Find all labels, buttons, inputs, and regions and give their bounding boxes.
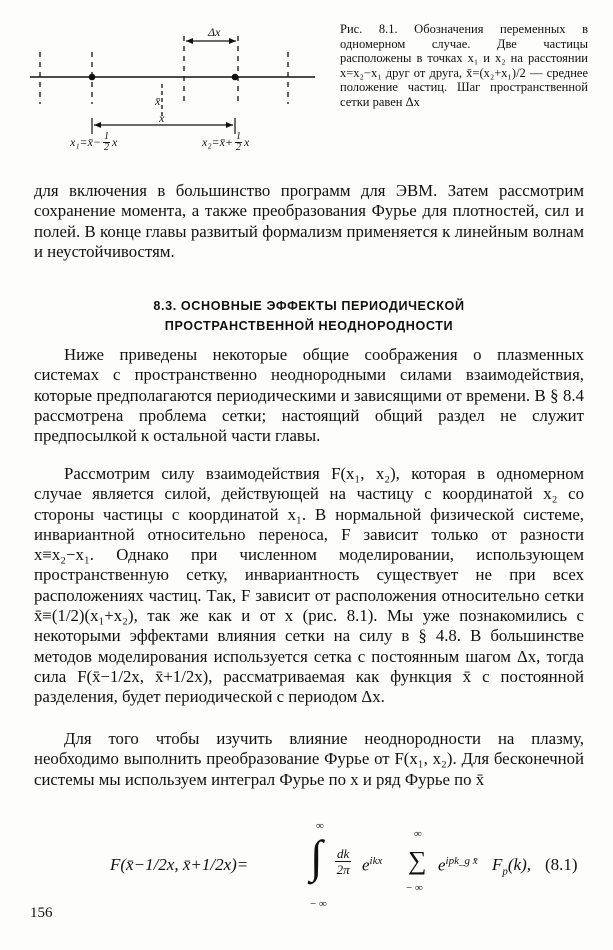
figure-caption: Рис. 8.1. Обозначения переменных в одномерном случае. Две частицы расположены в точках x₁ и x₂ на расстоянии x=x₂−x₁ друг от друга, x̄=(x₂+x₁)/2 — среднее положение частиц. Шаг пространственной сетки равен Δx bbox=[340, 22, 588, 109]
dk-fraction bbox=[335, 846, 351, 877]
section-heading bbox=[34, 296, 584, 336]
integral-upper-limit: ∞ bbox=[316, 820, 324, 832]
x1-fraction bbox=[103, 132, 110, 153]
integral-sign: ∫ bbox=[310, 831, 323, 882]
section-heading-line1: 8.3. ОСНОВНЫЕ ЭФФЕКТЫ ПЕРИОДИЧЕСКОЙ bbox=[153, 299, 465, 313]
exp-ipkx-power: ipk_g x̄ bbox=[445, 855, 478, 867]
section-heading-line2: ПРОСТРАНСТВЕННОЙ НЕОДНОРОДНОСТИ bbox=[164, 319, 454, 333]
exp-ipkx bbox=[438, 855, 478, 876]
x-label: x bbox=[159, 111, 165, 125]
intro-paragraph: для включения в большинство программ для ЭВМ. Затем рассмотрим сохранение момента, а также преобразования Фурье для плотностей, сил и полей. В конце главы развитый формализм применяется к линейным волнам и неустойчивостям. bbox=[34, 181, 584, 261]
x1-formula-lhs: x₁=x̄− bbox=[70, 135, 102, 149]
equation-lhs: F(x̄−1/2x, x̄+1/2x)= bbox=[110, 855, 249, 874]
xbar-label: x̄ bbox=[155, 94, 161, 108]
x2-fraction bbox=[235, 132, 242, 153]
fourier-coefficient bbox=[492, 855, 531, 877]
dk-denominator: 2π bbox=[336, 862, 350, 877]
equation-8-1 bbox=[110, 820, 590, 920]
page-number: 156 bbox=[30, 905, 53, 921]
x2-frac-num: 1 bbox=[236, 131, 242, 142]
exp-ikx bbox=[362, 855, 382, 876]
fp-symbol: F bbox=[492, 855, 503, 874]
delta-x-label: Δx bbox=[208, 25, 221, 39]
exp-ipkx-base: e bbox=[438, 855, 446, 875]
x1-frac-num: 1 bbox=[104, 131, 110, 142]
paragraph-3: Для того чтобы изучить влияние неоднородности на плазму, необходимо выполнить преобразование Фурье от F(x₁, x₂). Для бесконечной системы мы используем интеграл Фурье по x и ряд Фурье по x̄ bbox=[34, 729, 584, 789]
x1-formula-x: x bbox=[112, 135, 118, 149]
x2-frac-den: 2 bbox=[236, 142, 242, 153]
x2-formula-x: x bbox=[244, 135, 250, 149]
x1-frac-den: 2 bbox=[104, 142, 110, 153]
sum-lower-limit: − ∞ bbox=[406, 882, 423, 894]
figure-8-1 bbox=[30, 22, 315, 167]
x1-formula bbox=[70, 132, 117, 153]
sum-sign: ∑ bbox=[408, 846, 427, 875]
equation-number: (8.1) bbox=[545, 855, 578, 874]
dk-numerator: dk bbox=[337, 846, 350, 861]
paragraph-1: Ниже приведены некоторые общие соображения о плазменных системах с пространственно неоднородными силами взаимодействия, которые предполагаются периодическими и зависящими от времени. В § 8.4 рассмотрена проблема сетки; настоящий общий раздел не служит предпосылкой к остальной части главы. bbox=[34, 345, 584, 446]
x2-formula bbox=[202, 132, 249, 153]
sum-upper-limit: ∞ bbox=[414, 828, 422, 840]
fp-subscript: p bbox=[502, 865, 508, 878]
exp-ikx-power: ikx bbox=[369, 855, 383, 867]
x2-formula-lhs: x₂=x̄+ bbox=[202, 135, 234, 149]
integral-lower-limit: − ∞ bbox=[310, 898, 327, 910]
exp-ikx-base: e bbox=[362, 855, 370, 875]
paragraph-2: Рассмотрим силу взаимодействия F(x₁, x₂), которая в одномерном случае является силой, действующей на частицу с координатой x₂ со стороны частицы с координатой x₁. В нормальной физической системе, инвариантной относительно переноса, F зависит только от разности x≡x₂−x₁. Однако при численном моделировании, использующем пространственную сетку, инвариантность существует не при всех расположениях частиц. Так, F зависит от расположения относительно сетки x̄≡(1/2)(x₁+x₂), так же как и от x (рис. 8.1). Мы уже познакомились с некоторыми эффектами влияния сетки на силу в § 4.8. В большинстве методов моделирования используется сетка с постоянным шагом Δx, тогда сила F(x̄−1/2x, x̄+1/2x), рассматриваемая как функция x̄ с постоянной разделения, будет периодической с периодом Δx. bbox=[34, 464, 584, 707]
fp-argument: (k), bbox=[507, 855, 532, 874]
